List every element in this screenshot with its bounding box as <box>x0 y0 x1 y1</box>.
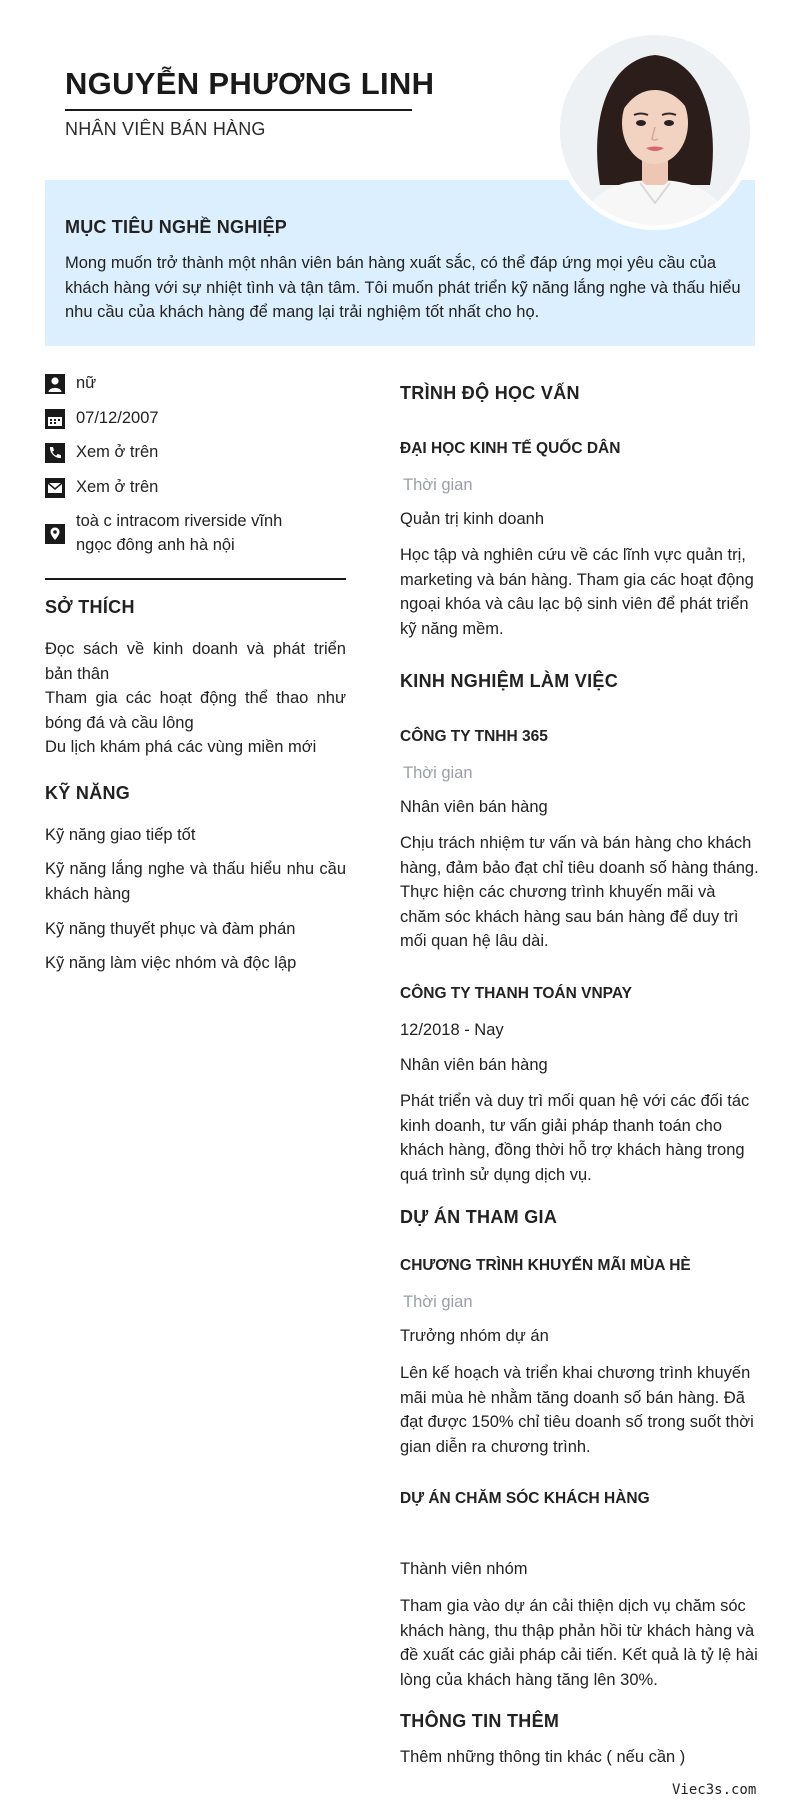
job-description: Phát triển và duy trì mối quan hệ với các đối tác kinh doanh, tư vấn giải pháp thanh toán cho khách hàng, đồng thời hỗ trợ khách hàng trong quá trình sử dụng dịch vụ. <box>400 1092 750 1184</box>
phone-value: Xem ở trên <box>76 443 159 461</box>
job-description: Chịu trách nhiệm tư vấn và bán hàng cho khách hàng, đảm bảo đạt chỉ tiêu doanh số hàng tháng. Thực hiện các chương trình khuyến mãi và chăm sóc khách hàng sau bán hàng để duy trì mối quan hệ lâu dài. <box>400 834 759 950</box>
skill-item: Kỹ năng giao tiếp tốt <box>45 826 196 844</box>
left-divider <box>45 578 346 580</box>
school-name: ĐẠI HỌC KINH TẾ QUỐC DÂN <box>400 440 621 457</box>
skill-item: Kỹ năng lắng nghe và thấu hiểu nhu cầu khách hàng <box>45 860 346 903</box>
phone-icon <box>45 443 65 463</box>
address-line-1: toà c intracom riverside vĩnh <box>76 512 283 530</box>
project-role: Trưởng nhóm dự án <box>400 1327 549 1345</box>
candidate-name: NGUYỄN PHƯƠNG LINH <box>65 66 435 101</box>
skill-item: Kỹ năng làm việc nhóm và độc lập <box>45 954 297 972</box>
location-pin-icon <box>45 524 65 544</box>
profile-photo-frame <box>555 30 755 230</box>
project-role: Thành viên nhóm <box>400 1560 528 1578</box>
objective-text: Mong muốn trở thành một nhân viên bán hàng xuất sắc, có thể đáp ứng mọi yêu cầu của khách hàng với sự nhiệt tình và tận tâm. Tôi muốn phát triển kỹ năng lắng nghe và thấu hiểu nhu cầu của khách hàng để mang lại trải nghiệm tốt nhất cho họ. <box>65 254 741 321</box>
profile-photo <box>560 35 750 225</box>
hobby-item: Đọc sách về kinh doanh và phát triển bản thân <box>45 640 346 683</box>
email-value: Xem ở trên <box>76 478 159 496</box>
project-description: Lên kế hoạch và triển khai chương trình khuyến mãi mùa hè nhằm tăng doanh số bán hàng. Đã đạt được 150% chỉ tiêu doanh số trong suốt thời gian diễn ra chương trình. <box>400 1364 754 1456</box>
job-time: 12/2018 - Nay <box>400 1021 504 1039</box>
project-time: Thời gian <box>403 1293 473 1311</box>
job-position: Nhân viên bán hàng <box>400 798 548 816</box>
company-name: CÔNG TY TNHH 365 <box>400 728 548 745</box>
project-name: DỰ ÁN CHĂM SÓC KHÁCH HÀNG <box>400 1490 650 1507</box>
watermark: Viec3s.com <box>672 1782 757 1798</box>
address-line-2: ngọc đông anh hà nội <box>76 536 235 554</box>
gender-value: nữ <box>76 374 97 392</box>
hobby-item: Tham gia các hoạt động thể thao như bóng đá và cầu lông <box>45 689 346 732</box>
education-time: Thời gian <box>403 476 473 494</box>
calendar-icon <box>45 409 65 429</box>
education-major: Quản trị kinh doanh <box>400 510 545 528</box>
extra-info-heading: THÔNG TIN THÊM <box>400 1711 560 1731</box>
skill-item: Kỹ năng thuyết phục và đàm phán <box>45 920 296 938</box>
birthday-value: 07/12/2007 <box>76 409 159 427</box>
job-time: Thời gian <box>403 764 473 782</box>
name-underline <box>65 109 412 111</box>
person-icon <box>45 374 65 394</box>
portrait-illustration <box>560 35 750 225</box>
project-name: CHƯƠNG TRÌNH KHUYẾN MÃI MÙA HÈ <box>400 1257 691 1274</box>
extra-info-text: Thêm những thông tin khác ( nếu cần ) <box>400 1748 686 1766</box>
skills-heading: KỸ NĂNG <box>45 783 131 803</box>
objective-heading: MỤC TIÊU NGHỀ NGHIỆP <box>65 217 288 237</box>
company-name: CÔNG TY THANH TOÁN VNPAY <box>400 985 632 1002</box>
hobby-item: Du lịch khám phá các vùng miền mới <box>45 738 317 756</box>
job-position: Nhân viên bán hàng <box>400 1056 548 1074</box>
mail-icon <box>45 478 65 498</box>
education-heading: TRÌNH ĐỘ HỌC VẤN <box>400 383 580 403</box>
job-title: NHÂN VIÊN BÁN HÀNG <box>65 119 266 139</box>
project-description: Tham gia vào dự án cải thiện dịch vụ chăm sóc khách hàng, thu thập phản hồi từ khách hàng và đề xuất các giải pháp cải tiến. Kết quả là tỷ lệ hài lòng của khách hàng tăng lên 30%. <box>400 1597 758 1689</box>
hobbies-heading: SỞ THÍCH <box>45 597 135 617</box>
education-description: Học tập và nghiên cứu về các lĩnh vực quản trị, marketing và bán hàng. Tham gia các hoạt động ngoại khóa và câu lạc bộ sinh viên để phát triển kỹ năng mềm. <box>400 546 754 638</box>
projects-heading: DỰ ÁN THAM GIA <box>400 1207 558 1227</box>
experience-heading: KINH NGHIỆM LÀM VIỆC <box>400 671 619 691</box>
